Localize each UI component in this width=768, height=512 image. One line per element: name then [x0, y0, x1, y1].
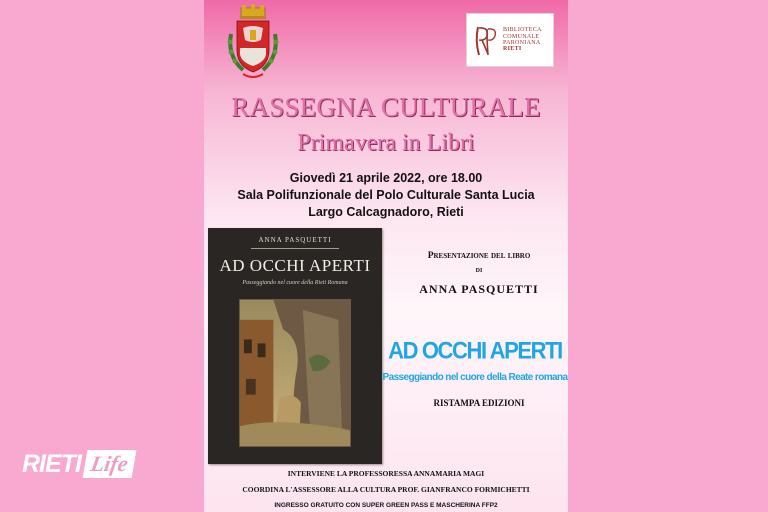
book-cover-subtitle: Passeggiando nel cuore della Rieti Romana	[242, 280, 348, 286]
book-title: AD OCCHI APERTI	[388, 336, 562, 365]
coat-of-arms-icon	[221, 4, 285, 84]
event-date-time: Giovedì 21 aprile 2022, ore 18.00	[289, 171, 483, 185]
library-logo-line: RIETI	[503, 46, 522, 53]
event-address: Largo Calcagnadoro, Rieti	[308, 205, 464, 219]
book-cover-author: ANNA PASQUETTI	[258, 236, 332, 244]
poster-subtitle: Primavera in Libri	[297, 130, 475, 156]
presentation-line: Presentazione del libro	[427, 251, 531, 261]
presentation-heading	[404, 250, 554, 276]
coordinator-line: COORDINA L'ASSESSORE ALLA CULTURA PROF. GIANFRANCO FORMICHETTI	[242, 485, 530, 494]
watermark-life: Life	[88, 451, 130, 476]
book-cover	[208, 228, 382, 464]
library-monogram-icon	[473, 23, 499, 57]
event-poster	[204, 0, 568, 512]
book-cover-title: AD OCCHI APERTI	[219, 256, 371, 275]
credits	[204, 466, 568, 512]
presentation-of: di	[475, 265, 483, 274]
entry-notice: INGRESSO GRATUITO CON SUPER GREEN PASS E MASCHERINA FFP2	[274, 502, 498, 509]
event-details	[204, 170, 568, 221]
author-name: ANNA PASQUETTI	[419, 282, 539, 296]
edition-label: RISTAMPA EDIZIONI	[433, 398, 525, 408]
library-logo-text	[503, 27, 542, 52]
watermark-life-box	[82, 450, 136, 478]
event-venue: Sala Polifunzionale del Polo Culturale Santa Lucia	[237, 188, 535, 202]
library-logo-line: BIBLIOTECA	[503, 27, 542, 34]
book-cover-painting	[239, 299, 351, 447]
library-logo-line: COMUNALE	[503, 33, 540, 40]
library-logo-line: PARONIANA	[503, 40, 541, 46]
poster-title: RASSEGNA CULTURALE	[231, 92, 541, 122]
book-cover-divider	[251, 248, 339, 249]
rieti-life-watermark	[22, 449, 134, 479]
book-subtitle: Passeggiando nel cuore della Reate romana	[382, 372, 568, 383]
library-logo	[466, 13, 554, 67]
speaker-line: INTERVIENE LA PROFESSORESSA ANNAMARIA MAGI	[287, 469, 485, 478]
watermark-rieti: RIETI	[22, 449, 81, 478]
